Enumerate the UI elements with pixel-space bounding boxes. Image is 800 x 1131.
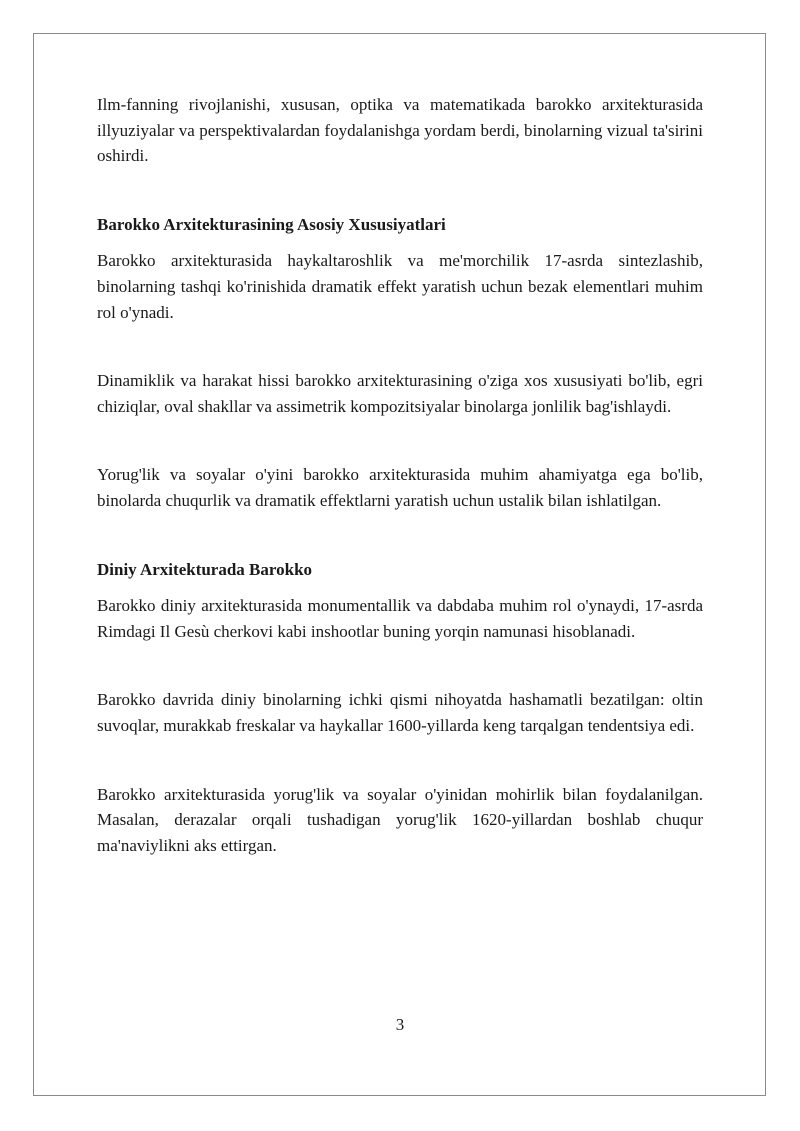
intro-paragraph: Ilm-fanning rivojlanishi, xususan, optika va matematikada barokko arxitekturasida illyuziyalar va perspektivalardan foydalanishga yordam berdi, binolarning vizual ta'sirini oshirdi. — [97, 95, 703, 166]
paragraph-light-shadow: Yorug'lik va soyalar o'yini barokko arxitekturasida muhim ahamiyatga ega bo'lib, binolarda chuqurlik va dramatik effektlarni yaratish uchun ustalik bilan ishlatilgan. — [97, 465, 703, 510]
paragraph-sculpture-synthesis: Barokko arxitekturasida haykaltaroshlik va me'morchilik 17-asrda sintezlashib, binolarning tashqi ko'rinishida dramatik effekt yaratish uchun bezak elementlari muhim rol o'ynadi. — [97, 251, 703, 322]
document-body — [97, 92, 703, 858]
paragraph-interior-decoration: Barokko davrida diniy binolarning ichki qismi nihoyatda hashamatli bezatilgan: oltin suvoqlar, murakkab freskalar va haykallar 1600-yillarda keng tarqalgan tendentsiya edi. — [97, 690, 703, 735]
paragraph-dynamism: Dinamiklik va harakat hissi barokko arxitekturasining o'ziga xos xususiyati bo'lib, egri chiziqlar, oval shakllar va assimetrik kompozitsiyalar binolarga jonlilik bag'ishlaydi. — [97, 371, 703, 416]
paragraph-light-windows: Barokko arxitekturasida yorug'lik va soyalar o'yinidan mohirlik bilan foydalanilgan. Masalan, derazalar orqali tushadigan yorug'lik 1620-yillardan boshlab chuqur ma'naviylikni aks ettirgan. — [97, 784, 703, 855]
paragraph-monumentality: Barokko diniy arxitekturasida monumentallik va dabdaba muhim rol o'ynaydi, 17-asrda Rimdagi Il Gesù cherkovi kabi inshootlar buning yorqin namunasi hisoblanadi. — [97, 596, 703, 641]
section-heading-main-features: Barokko Arxitekturasining Asosiy Xususiyatlari — [97, 214, 446, 234]
page-number: 3 — [395, 1015, 405, 1034]
section-heading-religious-architecture: Diniy Arxitekturada Barokko — [97, 559, 313, 579]
